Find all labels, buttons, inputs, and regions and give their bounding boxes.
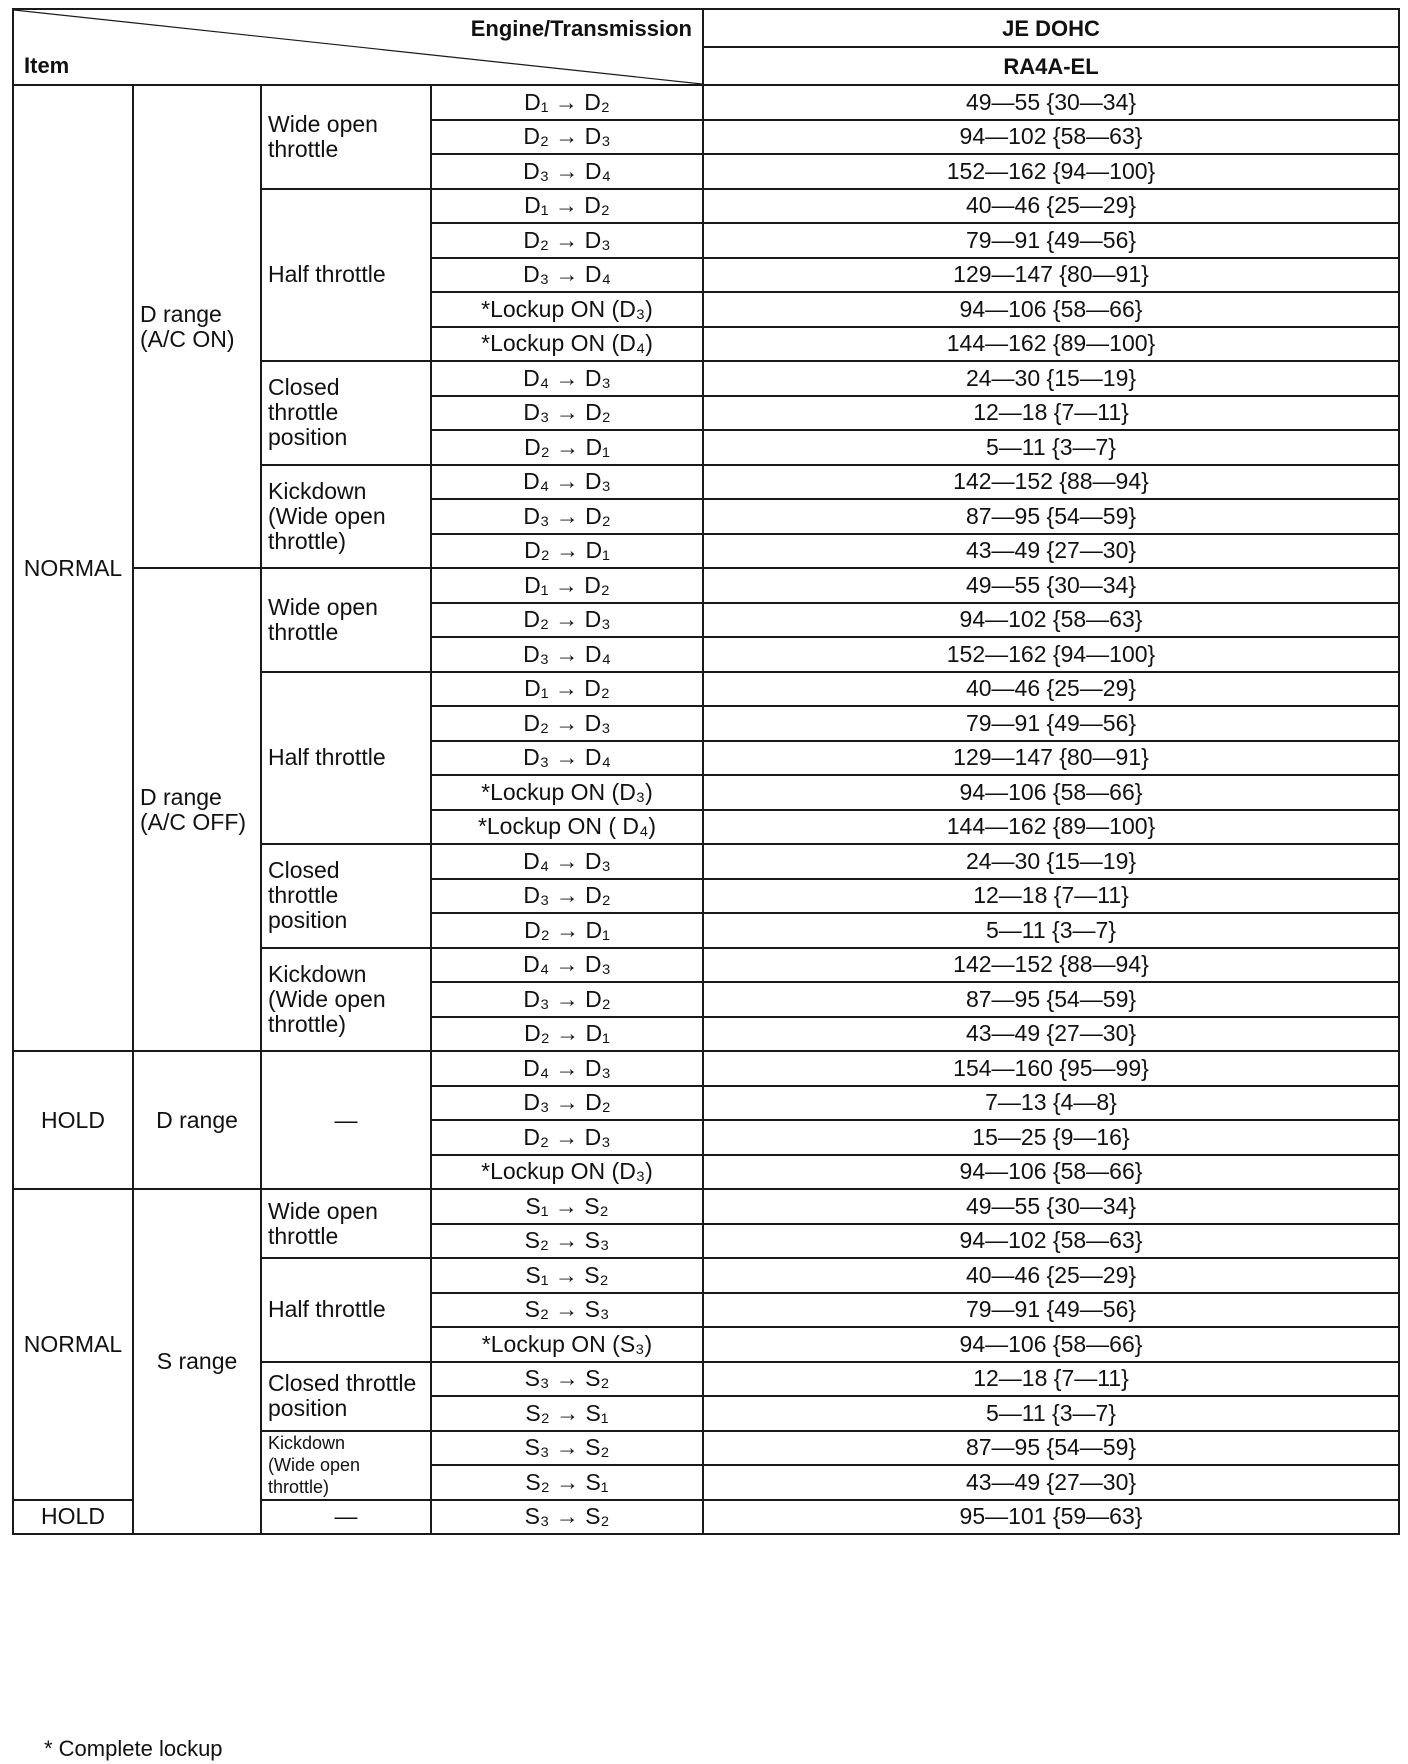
table-row [13,85,1399,120]
shift-cell: S₂ → S₃ [431,1293,703,1328]
shift-cell: S₁ → S₂ [431,1258,703,1293]
speed-value-cell: 144—162 {89—100} [703,327,1399,362]
engine-header: JE DOHC [703,9,1399,47]
shift-cell: D₃ → D₂ [431,1086,703,1121]
speed-value-cell: 142—152 {88—94} [703,948,1399,983]
shift-cell: S₃ → S₂ [431,1362,703,1397]
shift-cell: D₄ → D₃ [431,361,703,396]
shift-cell: D₄ → D₃ [431,1051,703,1086]
shift-cell: D₃ → D₄ [431,741,703,776]
item-range-cell: D range (A/C ON) [133,85,261,568]
item-label: Item [24,53,70,78]
shift-cell: D₃ → D₂ [431,879,703,914]
shift-cell: D₁ → D₂ [431,189,703,224]
speed-value-cell: 40—46 {25—29} [703,189,1399,224]
speed-value-cell: 129—147 {80—91} [703,258,1399,293]
speed-value-cell: 43—49 {27—30} [703,1465,1399,1500]
item-condition-cell: Half throttle [261,1258,431,1362]
speed-value-cell: 7—13 {4—8} [703,1086,1399,1121]
shift-cell: D₃ → D₂ [431,982,703,1017]
speed-value-cell: 24—30 {15—19} [703,844,1399,879]
item-mode-cell: NORMAL [13,1189,133,1500]
table-row [13,1051,1399,1086]
item-condition-cell: — [261,1500,431,1535]
item-condition-cell: — [261,1051,431,1189]
shift-cell: S₂ → S₁ [431,1465,703,1500]
item-condition-cell: Half throttle [261,672,431,845]
shift-cell: *Lockup ON (S₃) [431,1327,703,1362]
speed-value-cell: 12—18 {7—11} [703,396,1399,431]
speed-value-cell: 43—49 {27—30} [703,1017,1399,1052]
item-condition-cell: Closed throttle position [261,1362,431,1431]
item-condition-cell: Wide open throttle [261,1189,431,1258]
shift-cell: D₂ → D₃ [431,603,703,638]
item-mode-cell: HOLD [13,1500,133,1535]
speed-value-cell: 95—101 {59—63} [703,1500,1399,1535]
shift-cell: *Lockup ON ( D₄) [431,810,703,845]
item-mode-cell: NORMAL [13,85,133,1051]
item-condition-cell: Kickdown (Wide open throttle) [261,465,431,569]
speed-value-cell: 49—55 {30—34} [703,1189,1399,1224]
shift-cell: D₄ → D₃ [431,948,703,983]
shift-cell: *Lockup ON (D₃) [431,292,703,327]
speed-value-cell: 94—102 {58—63} [703,120,1399,155]
item-condition-cell: Wide open throttle [261,85,431,189]
footnote: * Complete lockup [44,1736,223,1761]
shift-cell: D₂ → D₃ [431,1120,703,1155]
shift-cell: D₄ → D₃ [431,465,703,500]
shift-cell: S₃ → S₂ [431,1500,703,1535]
shift-cell: S₃ → S₂ [431,1431,703,1466]
shift-cell: S₂ → S₃ [431,1224,703,1259]
shift-cell: D₃ → D₂ [431,499,703,534]
speed-value-cell: 94—106 {58—66} [703,1155,1399,1190]
shift-cell: D₃ → D₂ [431,396,703,431]
shift-cell: D₂ → D₃ [431,223,703,258]
speed-value-cell: 94—106 {58—66} [703,1327,1399,1362]
speed-value-cell: 5—11 {3—7} [703,430,1399,465]
speed-value-cell: 12—18 {7—11} [703,879,1399,914]
shift-cell: D₁ → D₂ [431,672,703,707]
item-condition-cell: Kickdown (Wide open throttle) [261,948,431,1052]
shift-cell: D₂ → D₁ [431,1017,703,1052]
table-row [13,568,1399,603]
shift-cell: D₂ → D₁ [431,913,703,948]
speed-value-cell: 24—30 {15—19} [703,361,1399,396]
speed-value-cell: 94—106 {58—66} [703,775,1399,810]
speed-value-cell: 15—25 {9—16} [703,1120,1399,1155]
speed-value-cell: 142—152 {88—94} [703,465,1399,500]
speed-value-cell: 152—162 {94—100} [703,637,1399,672]
item-range-cell: D range [133,1051,261,1189]
speed-value-cell: 49—55 {30—34} [703,568,1399,603]
speed-value-cell: 79—91 {49—56} [703,1293,1399,1328]
speed-value-cell: 87—95 {54—59} [703,1431,1399,1466]
speed-value-cell: 94—102 {58—63} [703,603,1399,638]
item-range-cell: S range [133,1189,261,1534]
speed-value-cell: 87—95 {54—59} [703,982,1399,1017]
speed-value-cell: 49—55 {30—34} [703,85,1399,120]
shift-cell: D₁ → D₂ [431,568,703,603]
speed-value-cell: 94—102 {58—63} [703,1224,1399,1259]
speed-value-cell: 94—106 {58—66} [703,292,1399,327]
shift-cell: D₁ → D₂ [431,85,703,120]
item-condition-cell: Half throttle [261,189,431,362]
speed-value-cell: 40—46 {25—29} [703,1258,1399,1293]
shift-cell: *Lockup ON (D₃) [431,775,703,810]
shift-cell: *Lockup ON (D₄) [431,327,703,362]
shift-cell: *Lockup ON (D₃) [431,1155,703,1190]
item-condition-cell: Kickdown (Wide open throttle) [261,1431,431,1500]
shift-cell: D₂ → D₁ [431,534,703,569]
shift-cell: D₂ → D₁ [431,430,703,465]
speed-value-cell: 79—91 {49—56} [703,223,1399,258]
speed-value-cell: 79—91 {49—56} [703,706,1399,741]
item-condition-cell: Closed throttle position [261,844,431,948]
speed-value-cell: 154—160 {95—99} [703,1051,1399,1086]
shift-cell: D₂ → D₃ [431,120,703,155]
item-condition-cell: Wide open throttle [261,568,431,672]
item-condition-cell: Closed throttle position [261,361,431,465]
shift-cell: D₃ → D₄ [431,258,703,293]
header-corner-cell [13,9,703,85]
item-mode-cell: HOLD [13,1051,133,1189]
speed-value-cell: 5—11 {3—7} [703,913,1399,948]
speed-value-cell: 129—147 {80—91} [703,741,1399,776]
shift-cell: D₄ → D₃ [431,844,703,879]
speed-value-cell: 40—46 {25—29} [703,672,1399,707]
speed-value-cell: 144—162 {89—100} [703,810,1399,845]
transmission-header: RA4A-EL [703,47,1399,85]
item-range-cell: D range (A/C OFF) [133,568,261,1051]
shift-speed-table [12,8,1400,1535]
speed-value-cell: 5—11 {3—7} [703,1396,1399,1431]
speed-value-cell: 43—49 {27—30} [703,534,1399,569]
speed-value-cell: 87—95 {54—59} [703,499,1399,534]
table-body [13,85,1399,1534]
speed-value-cell: 152—162 {94—100} [703,154,1399,189]
engine-transmission-label: Engine/Transmission [470,16,692,41]
shift-cell: D₃ → D₄ [431,154,703,189]
shift-cell: D₃ → D₄ [431,637,703,672]
table-row [13,1189,1399,1224]
shift-cell: D₂ → D₃ [431,706,703,741]
shift-cell: S₁ → S₂ [431,1189,703,1224]
speed-value-cell: 12—18 {7—11} [703,1362,1399,1397]
shift-cell: S₂ → S₁ [431,1396,703,1431]
